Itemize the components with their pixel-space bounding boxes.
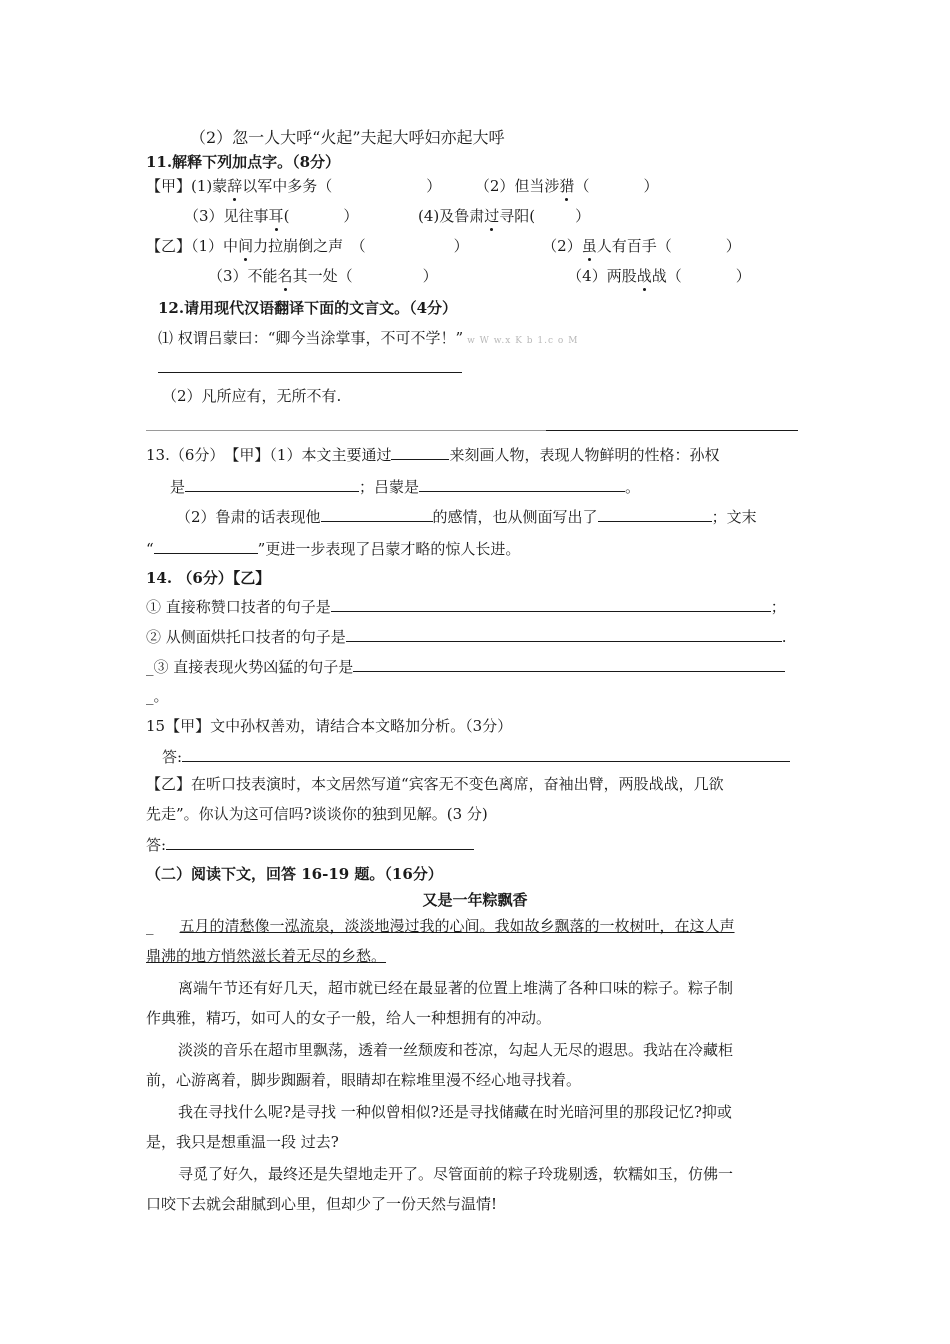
q12-answer-line-2a[interactable] xyxy=(146,430,546,431)
q11-yi-row1: 【乙】（1）中间力拉崩倒之声 （ ） （2）虽人有百手（ ） xyxy=(146,237,741,255)
essay-p4-line-1: 我在寻找什么呢?是寻找 一种似曾相似?还是寻找储藏在时光暗河里的那段记忆?抑或 xyxy=(178,1103,732,1121)
q13-line-1: 13.（6分） 【甲】（1）本文主要通过 来刻画人物，表现人物鲜明的性格：孙权 xyxy=(146,446,720,464)
q11-yi-3: （3）不能名其一处（ xyxy=(208,267,353,285)
essay-title: 又是一年粽飘香 xyxy=(422,891,528,909)
q11-jia-4: (4)及鲁肃过寻阳( xyxy=(418,207,536,225)
q12-item-1: ⑴ 权谓吕蒙曰：“卿今当涂掌事，不可不学！” w W w.x K b 1.c o M xyxy=(158,329,579,347)
q15-a-answer-line[interactable] xyxy=(182,746,790,762)
essay-p4-line-2: 是，我只是想重温一段 过去? xyxy=(146,1133,339,1151)
q14-title: 14. （6分）【乙】 xyxy=(146,569,271,587)
q15-b-question-2: 先走”。你认为这可信吗?谈谈你的独到见解。(3 分) xyxy=(146,805,488,823)
q11-yi-4: （4）两股战战（ xyxy=(567,267,682,285)
watermark: w W w.x K b 1.c o M xyxy=(467,336,579,346)
essay-p2-line-2: 作典雅，精巧，如可人的女子一般，给人一种想拥有的冲动。 xyxy=(146,1009,552,1027)
dotted-char: 虽 xyxy=(581,237,597,255)
essay-p1-line-1: _ 五月的清愁像一泓流泉，淡淡地漫过我的心间。我如故乡飘落的一枚树叶，在这人声 xyxy=(146,917,735,935)
q11-jia-1: (1)蒙辞以军中多务（ xyxy=(191,177,333,195)
essay-p1-line-2: 鼎沸的地方悄然滋长着无尽的乡愁。 xyxy=(146,947,387,965)
q11-yi-2: （2）虽人有百手（ xyxy=(542,237,672,255)
q14-item-3: _③ 直接表现火势凶猛的句子是 xyxy=(146,656,785,677)
q15-a-question: 15【甲】文中孙权善劝，请结合本文略加分析。（3分） xyxy=(146,717,513,735)
q12-answer-line-1[interactable] xyxy=(158,372,462,373)
essay-p3-line-1: 淡淡的音乐在超市里飘荡，透着一丝颓废和苍凉，勾起人无尽的遐思。我站在冷藏柜 xyxy=(178,1041,734,1059)
q11-jia-row2: （3）见往事耳( ） (4)及鲁肃过寻阳( ） xyxy=(184,207,591,225)
q11-yi-row2: （3）不能名其一处（ ） （4）两股战战（ ） xyxy=(208,267,751,285)
essay-p5-line-2: 口咬下去就会甜腻到心里，但却少了一份天然与温情! xyxy=(146,1195,498,1213)
q11-jia-row1: 【甲】(1)蒙辞以军中多务（ ） （2）但当涉猎（ ） xyxy=(146,177,659,195)
q11-jia-2: （2）但当涉猎（ xyxy=(474,177,590,195)
q13-line-4: “ ”更进一步表现了吕蒙才略的惊人长进。 xyxy=(146,540,521,558)
q12-item-2: （2）凡所应有，无所不有. xyxy=(162,387,342,405)
q15-b-answer-line[interactable] xyxy=(166,834,474,850)
q11-yi-1: （1）中间力拉崩倒之声 （ xyxy=(191,237,366,255)
q15-b-answer: 答: xyxy=(146,834,474,855)
essay-p2-line-1: 离端午节还有好几天，超市就已经在最显著的位置上堆满了各种口味的粽子。粽子制 xyxy=(178,979,734,997)
dotted-char: 间 xyxy=(238,237,254,255)
q11-yi-label: 【乙】 xyxy=(146,237,192,255)
dotted-char: 耳 xyxy=(268,207,284,225)
q14-blank-3[interactable] xyxy=(353,656,785,672)
q13-blank-6[interactable] xyxy=(154,538,258,554)
q15-b-question-1: 【乙】在听口技表演时，本文居然写道“宾客无不变色离席，奋袖出臂，两股战战，几欲 xyxy=(146,775,724,793)
q14-blank-1[interactable] xyxy=(331,596,771,612)
q14-item-1: ① 直接称赞口技者的句子是 ； xyxy=(146,598,786,616)
q11-jia-label: 【甲】 xyxy=(146,177,192,195)
dotted-char: 辞 xyxy=(227,177,243,195)
essay-p5-line-1: 寻觅了好久，最终还是失望地走开了。尽管面前的粽子玲珑剔透，软糯如玉，仿佛一 xyxy=(178,1165,734,1183)
q13-line-3: （2）鲁肃的话表现他 的感情，也从侧面写出了 ；文末 xyxy=(176,508,757,526)
essay-p3-line-2: 前，心游离着，脚步踟蹰着，眼睛却在粽堆里漫不经心地寻找着。 xyxy=(146,1071,582,1089)
q10-item-2: （2）忽一人大呼“火起”夫起大呼妇亦起大呼 xyxy=(190,128,505,147)
q12-title: 12.请用现代汉语翻译下面的文言文。（4分） xyxy=(158,299,458,317)
q11-title: 11.解释下列加点字。（8分） xyxy=(146,153,341,171)
dotted-char: 猎 xyxy=(559,177,575,195)
dotted-char: 过 xyxy=(484,207,500,225)
q11-jia-3: （3）见往事耳( xyxy=(184,207,290,225)
q13-blank-2[interactable] xyxy=(185,476,359,492)
q13-blank-5[interactable] xyxy=(598,506,712,522)
dotted-char: 战 xyxy=(636,267,652,285)
q14-item-3-tail: _。 xyxy=(146,687,169,705)
q13-blank-1[interactable] xyxy=(391,444,449,460)
section-2-title: （二）阅读下文，回答 16-19 题。（16分） xyxy=(146,865,443,883)
q14-blank-2[interactable] xyxy=(346,626,782,642)
q13-blank-4[interactable] xyxy=(321,506,433,522)
q15-a-answer: 答: xyxy=(162,746,790,767)
dotted-char: 名 xyxy=(277,267,293,285)
q13-blank-3[interactable] xyxy=(419,476,625,492)
q12-answer-line-2b[interactable] xyxy=(546,430,798,431)
q13-line-2: 是 ；吕蒙是 。 xyxy=(170,478,641,496)
q14-item-2: ② 从侧面烘托口技者的句子是 . xyxy=(146,628,787,646)
